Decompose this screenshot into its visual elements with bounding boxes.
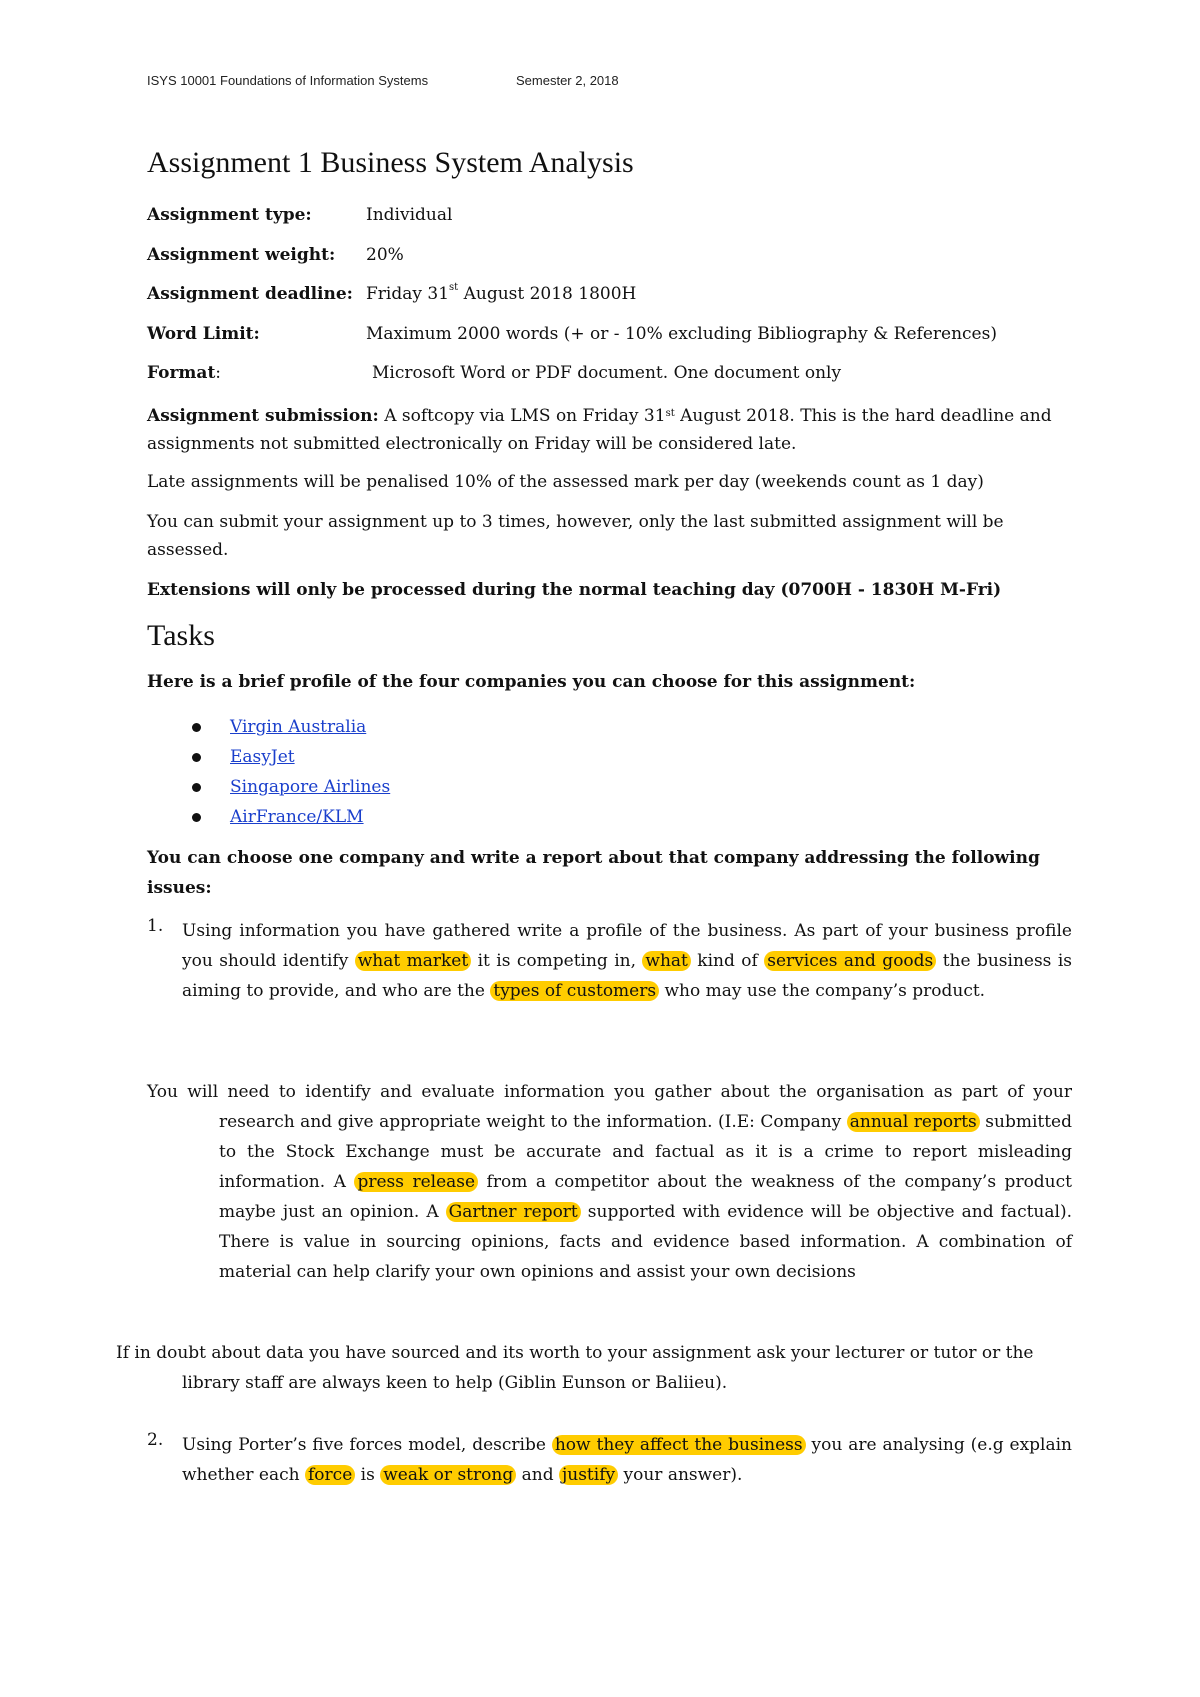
late-penalty-text: Late assignments will be penalised 10% of the assessed mark per day (weekends count as 1 day) — [147, 472, 984, 492]
list-item — [192, 772, 390, 802]
extensions-text: Extensions will only be processed during the normal teaching day (0700H - 1830H M-Fri) — [147, 580, 1002, 600]
highlight-how-they-affect-the-business: how they affect the business — [552, 1435, 806, 1455]
item-1-text: Using information you have gathered write a profile of the business. As part of your business profile you should identify what market it is competing in, what kind of services and goods the business is aiming to provide, and who are the types of customers who may use the company’s product. — [182, 921, 1072, 1001]
word-limit-value: Maximum 2000 words (+ or - 10% excluding Bibliography & References) — [366, 324, 997, 344]
assignment-type-label: Assignment type: — [147, 205, 312, 225]
assignment-deadline-value: Friday 31st August 2018 1800H — [366, 282, 637, 304]
word-limit-label: Word Limit: — [147, 324, 260, 344]
highlight-weak-or-strong: weak or strong — [380, 1465, 516, 1485]
company-link-airfrance-klm[interactable]: AirFrance/KLM — [230, 807, 364, 827]
highlight-press-release: press release — [354, 1172, 478, 1192]
item-2-number: 2. — [147, 1430, 164, 1450]
bullet-icon — [192, 783, 201, 792]
company-link-singapore-airlines[interactable]: Singapore Airlines — [230, 777, 391, 797]
format-label: Format: — [147, 363, 222, 383]
bullet-icon — [192, 753, 201, 762]
choose-company-text: You can choose one company and write a report about that company addressing the following issues: — [147, 848, 1040, 898]
highlight-what-market: what market — [355, 951, 471, 971]
page-title: Assignment 1 Business System Analysis — [147, 146, 634, 179]
resubmission-text: You can submit your assignment up to 3 times, however, only the last submitted assignment will be assessed. — [147, 512, 1004, 560]
doubt-paragraph: If in doubt about data you have sourced and its worth to your assignment ask your lecturer or tutor or the library staff are always keen to help (Giblin Eunson or Baliieu). — [116, 1343, 1034, 1393]
highlight-types-of-customers: types of customers — [490, 981, 659, 1001]
item-2-text: Using Porter’s five forces model, describe how they affect the business you are analysing (e.g explain whether each force is weak or strong and justify your answer). — [182, 1435, 1072, 1485]
company-list — [192, 712, 390, 832]
highlight-gartner-report: Gartner report — [446, 1202, 581, 1222]
company-link-easyjet[interactable]: EasyJet — [230, 747, 295, 767]
highlight-annual-reports: annual reports — [847, 1112, 980, 1132]
semester-header: Semester 2, 2018 — [516, 73, 619, 88]
tasks-heading: Tasks — [147, 619, 215, 652]
company-link-virgin-australia[interactable]: Virgin Australia — [230, 717, 367, 737]
highlight-what: what — [642, 951, 690, 971]
item-1-number: 1. — [147, 916, 164, 936]
research-paragraph: You will need to identify and evaluate information you gather about the organisation as part of your research and give appropriate weight to the information. (I.E: Company annual reports submitted to the Stock Exchange must be accurate and factual as it is a crime to report misleading information. A press release from a competitor about the weakness of the company’s product maybe just an opinion. A Gartner report supported with evidence will be objective and factual). There is value in sourcing opinions, facts and evidence based information. A combination of material can help clarify your own opinions and assist your own decisions — [147, 1082, 1072, 1282]
bullet-icon — [192, 723, 201, 732]
highlight-justify: justify — [559, 1465, 618, 1485]
submission-paragraph: Assignment submission: A softcopy via LMS on Friday 31st August 2018. This is the hard deadline and assignments not submitted electronically on Friday will be considered late. — [147, 406, 1052, 454]
highlight-force: force — [305, 1465, 355, 1485]
highlight-services-and-goods: services and goods — [764, 951, 936, 971]
list-item — [192, 712, 390, 742]
assignment-weight-value: 20% — [366, 245, 404, 265]
assignment-weight-label: Assignment weight: — [147, 245, 336, 265]
assignment-type-value: Individual — [366, 205, 453, 225]
course-header: ISYS 10001 Foundations of Information Systems — [147, 73, 429, 88]
bullet-icon — [192, 813, 201, 822]
list-item — [192, 742, 390, 772]
assignment-deadline-label: Assignment deadline: — [147, 284, 353, 304]
format-value: Microsoft Word or PDF document. One document only — [372, 363, 842, 383]
list-item — [192, 802, 390, 832]
companies-intro: Here is a brief profile of the four companies you can choose for this assignment: — [147, 672, 916, 692]
